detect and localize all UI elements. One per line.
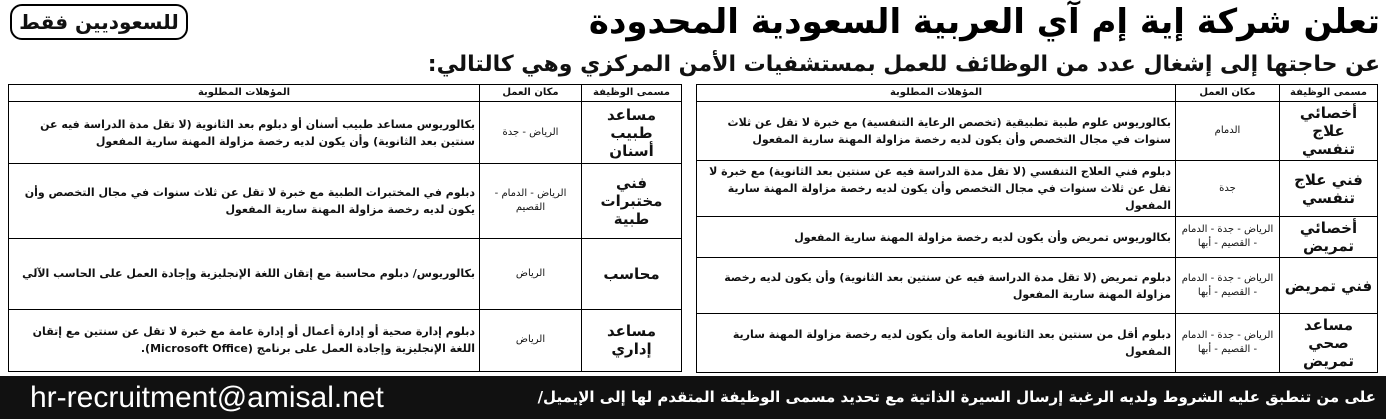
job-qualifications: بكالوريوس مساعد طبيب أسنان أو دبلوم بعد الثانوية (لا تقل مدة الدراسة فيه عن سنتين بعد الثانوية) وأن يكون لديه رخصة مزاولة المهنة سارية المفعول [9, 102, 480, 164]
job-title: فني علاج تنفسي [1280, 161, 1378, 217]
job-title: مساعد إداري [582, 309, 682, 371]
job-location: الدمام [1176, 102, 1280, 161]
job-title: محاسب [582, 239, 682, 310]
table-header-row [697, 85, 1378, 102]
job-title: فني مختبرات طبية [582, 164, 682, 239]
header-location: مكان العمل [480, 85, 582, 102]
table-row [9, 164, 682, 239]
table-row [9, 309, 682, 371]
header-job-title: مسمى الوظيفة [582, 85, 682, 102]
company-title: تعلن شركة إية إم آي العربية السعودية المحدودة [588, 2, 1380, 42]
table-row [697, 102, 1378, 161]
table-row [9, 102, 682, 164]
table-row [697, 314, 1378, 373]
recruitment-email[interactable]: hr-recruitment@amisal.net [30, 381, 384, 414]
job-location: الرياض - الدمام - القصيم [480, 164, 582, 239]
job-location: الرياض [480, 309, 582, 371]
job-qualifications: بكالوريوس علوم طبية تطبيقية (تخصص الرعاية التنفسية) مع خبرة لا تقل عن ثلاث سنوات في مجال التخصص وأن يكون لديه رخصة مزاولة المهنة سارية المفعول [697, 102, 1176, 161]
job-title: أخصائي تمريض [1280, 217, 1378, 258]
table-row [697, 161, 1378, 217]
saudis-only-badge: للسعوديين فقط [10, 4, 188, 40]
jobs-table-left [8, 84, 682, 372]
job-title: مساعد طبيب أسنان [582, 102, 682, 164]
header-job-title: مسمى الوظيفة [1280, 85, 1378, 102]
job-title: مساعد صحي تمريض [1280, 314, 1378, 373]
job-qualifications: بكالوريوس تمريض وأن يكون لديه رخصة مزاولة المهنة سارية المفعول [697, 217, 1176, 258]
header-qualifications: المؤهلات المطلوبة [697, 85, 1176, 102]
job-location: الرياض - جدة - الدمام - القصيم - أبها [1176, 314, 1280, 373]
job-title: أخصائي علاج تنفسي [1280, 102, 1378, 161]
job-location: الرياض [480, 239, 582, 310]
table-row [697, 217, 1378, 258]
job-qualifications: بكالوريوس/ دبلوم محاسبة مع إتقان اللغة الإنجليزية وإجادة العمل على الحاسب الآلي [9, 239, 480, 310]
job-qualifications: دبلوم إدارة صحية أو إدارة أعمال أو إدارة عامة مع خبرة لا تقل عن سنتين مع إتقان اللغة الإنجليزية وإجادة العمل على برنامج (Microsoft Office). [9, 309, 480, 371]
job-qualifications: دبلوم في المختبرات الطبية مع خبرة لا تقل عن ثلاث سنوات في مجال التخصص وأن يكون لديه رخصة مزاولة المهنة سارية المفعول [9, 164, 480, 239]
job-location: الرياض - جدة - الدمام - القصيم - أبها [1176, 258, 1280, 314]
jobs-tables [8, 84, 1378, 372]
job-location: الرياض - جدة [480, 102, 582, 164]
job-qualifications: دبلوم أقل من سنتين بعد الثانوية العامة وأن يكون لديه رخصة مزاولة المهنة سارية المفعول [697, 314, 1176, 373]
table-header-row [9, 85, 682, 102]
job-title: فني تمريض [1280, 258, 1378, 314]
header-qualifications: المؤهلات المطلوبة [9, 85, 480, 102]
ad-header [0, 0, 1386, 77]
table-row [9, 239, 682, 310]
job-location: جدة [1176, 161, 1280, 217]
job-location: الرياض - جدة - الدمام - القصيم - أبها [1176, 217, 1280, 258]
header-location: مكان العمل [1176, 85, 1280, 102]
application-instructions: على من تنطبق عليه الشروط ولديه الرغبة إرسال السيرة الذاتية مع تحديد مسمى الوظيفة المتقدم لها إلى الإيميل/ [537, 388, 1376, 406]
job-qualifications: دبلوم تمريض (لا تقل مدة الدراسة فيه عن سنتين بعد الثانوية) وأن يكون لديه رخصة مزاولة المهنة سارية المفعول [697, 258, 1176, 314]
application-footer [0, 376, 1386, 419]
ad-subtitle: عن حاجتها إلى إشغال عدد من الوظائف للعمل بمستشفيات الأمن المركزي وهي كالتالي: [427, 52, 1380, 77]
jobs-table-right [696, 84, 1378, 373]
table-row [697, 258, 1378, 314]
job-qualifications: دبلوم فني العلاج التنفسي (لا تقل مدة الدراسة فيه عن سنتين بعد الثانوية) مع خبرة لا تقل عن ثلاث سنوات في مجال التخصص وأن يكون لديه رخصة مزاولة المهنة سارية المفعول [697, 161, 1176, 217]
